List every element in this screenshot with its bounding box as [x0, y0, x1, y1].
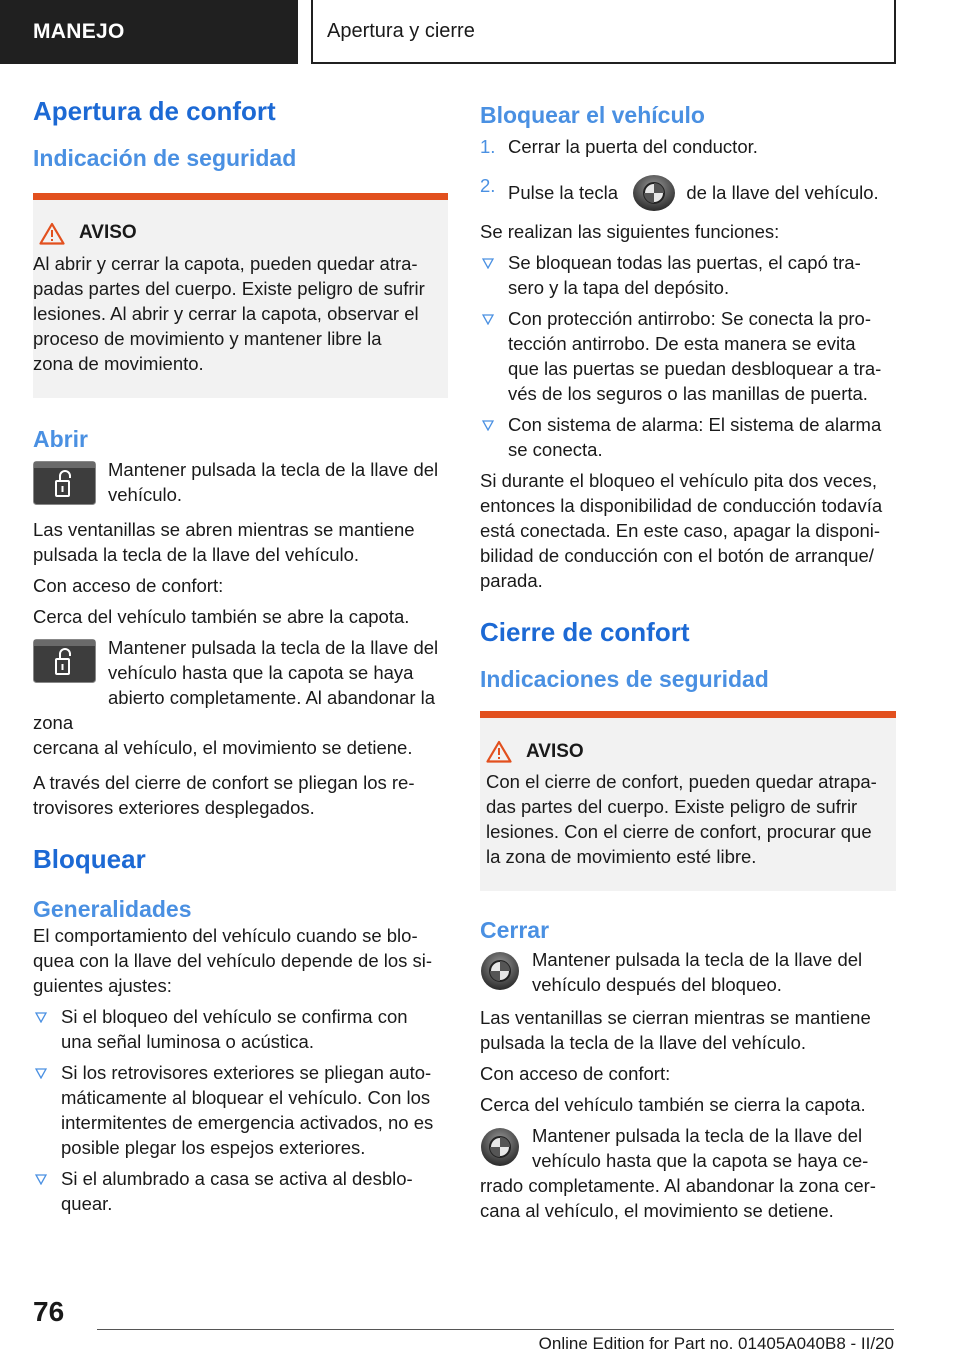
triangle-bullet-icon: [35, 1174, 47, 1185]
list-item: Con sistema de alarma: El sistema de alarma se conecta.: [480, 412, 896, 462]
step-number: 1.: [480, 135, 496, 157]
warning-triangle-icon: [486, 740, 512, 763]
functions-intro: Se realizan las siguientes funciones:: [480, 220, 780, 242]
heading-safety-2: Indicaciones de seguridad: [480, 665, 769, 692]
close-hood-text: Cerca del vehículo también se cierra la capota.: [480, 1093, 866, 1115]
lock-steps: [480, 134, 896, 213]
open-instruction: Mantener pulsada la tecla de la llave del vehículo.: [33, 457, 448, 509]
bmw-key-icon: [480, 1127, 520, 1167]
warning-text: Al abrir y cerrar la capota, pueden quedar atra- padas partes del cuerpo. Existe peligro de sufrir lesiones. Al abrir y cerrar la capota, observar el proceso de movimiento y mantener libre la zona de movimiento.: [33, 252, 425, 374]
close-instruction-2: Mantener pulsada la tecla de la llave del vehículo hasta que la capota se haya ce- rrado completamente. Al abandonar la zona cer- cana al vehículo, el movimiento se detiene.: [480, 1124, 876, 1221]
heading-close: Cerrar: [480, 917, 550, 944]
warning-title: [480, 740, 888, 763]
triangle-bullet-icon: [482, 258, 494, 269]
warning-triangle-icon: [39, 222, 65, 245]
warning-box: [33, 193, 448, 398]
triangle-bullet-icon: [35, 1068, 47, 1079]
heading-open: Abrir: [33, 425, 88, 452]
heading-lock: Bloquear: [33, 844, 146, 875]
list-item: Si los retrovisores exteriores se pliegan auto- máticamente al bloquear el vehículo. Con los intermitentes de emergencia activados, no es posible plegar los espejos exteriores.: [33, 1060, 448, 1160]
right-column: [480, 96, 896, 1223]
footer-divider: [97, 1329, 894, 1330]
triangle-bullet-icon: [482, 420, 494, 431]
close-paragraph-windows: Las ventanillas se cierran mientras se mantiene pulsada la tecla de la llave del vehículo.: [480, 1006, 871, 1053]
footer-edition: Online Edition for Part no. 01405A040B8 - II/20: [538, 1334, 894, 1353]
triangle-bullet-icon: [482, 314, 494, 325]
warning-title-text: AVISO: [526, 740, 584, 762]
beep-paragraph: Si durante el bloqueo el vehículo pita dos veces, entonces la disponibilidad de conducción todavía está conectada. En este caso, apagar la disponi- bilidad de conducción con el botón de arranque/ parada.: [480, 469, 883, 591]
bmw-key-icon: [480, 951, 520, 991]
open-hood-text: Cerca del vehículo también se abre la capota.: [33, 606, 410, 628]
list-item: Se bloquean todas las puertas, el capó tra- sero y la tapa del depósito.: [480, 250, 896, 300]
unlock-key-icon: [33, 639, 96, 683]
general-paragraph: El comportamiento del vehículo cuando se blo- quea con la llave del vehículo depende de los si- guientes ajustes:: [33, 925, 433, 997]
heading-comfort-closing: Cierre de confort: [480, 616, 690, 647]
general-bullet-list: [33, 1004, 448, 1216]
open-mirrors-text: A través del cierre de confort se pliegan los re- trovisores exteriores desplegados.: [33, 772, 415, 819]
open-paragraph-windows: Las ventanillas se abren mientras se mantiene pulsada la tecla de la llave del vehículo.: [33, 519, 415, 566]
open-instruction-2: Mantener pulsada la tecla de la llave del vehículo hasta que la capota se haya abierto completamente. Al abandonar la zona cercana al vehículo, el movimiento se detiene.: [33, 637, 439, 759]
heading-general: Generalidades: [33, 895, 192, 922]
warning-title-text: AVISO: [79, 222, 137, 244]
list-item: Con protección antirrobo: Se conecta la pro- tección antirrobo. De esta manera se evita que las puertas se puedan desbloquear a tra- vés de los seguros o las manillas de puerta.: [480, 306, 896, 406]
heading-lock-vehicle: Bloquear el vehículo: [480, 102, 705, 128]
functions-bullet-list: [480, 250, 896, 462]
list-item: Si el bloqueo del vehículo se confirma con una señal luminosa o acústica.: [33, 1004, 448, 1054]
open-comfort-access: Con acceso de confort:: [33, 575, 224, 597]
triangle-bullet-icon: [35, 1012, 47, 1023]
header-section: MANEJO: [0, 0, 298, 64]
heading-safety: Indicación de seguridad: [33, 145, 297, 172]
list-item: 2. Pulse la tecla de la llave del vehículo.: [480, 173, 896, 213]
heading-comfort-opening: Apertura de confort: [33, 96, 276, 126]
step-number: 2.: [480, 174, 496, 196]
unlock-key-icon: [33, 461, 96, 505]
list-item: Si el alumbrado a casa se activa al desblo- quear.: [33, 1166, 448, 1216]
page-number: 76: [33, 1296, 65, 1327]
bmw-key-icon: [631, 173, 677, 213]
left-column: [33, 96, 448, 1216]
header-chapter: Apertura y cierre: [311, 0, 896, 64]
warning-text: Con el cierre de confort, pueden quedar atrapa- das partes del cuerpo. Existe peligro de sufrir lesiones. Con el cierre de confort, procurar que la zona de movimiento esté libre.: [486, 771, 877, 868]
warning-box: [480, 711, 896, 891]
close-comfort-access: Con acceso de confort:: [480, 1062, 671, 1084]
close-instruction: Mantener pulsada la tecla de la llave del vehículo después del bloqueo.: [480, 947, 896, 997]
list-item: 1. Cerrar la puerta del conductor.: [480, 135, 758, 157]
warning-title: [33, 222, 440, 245]
